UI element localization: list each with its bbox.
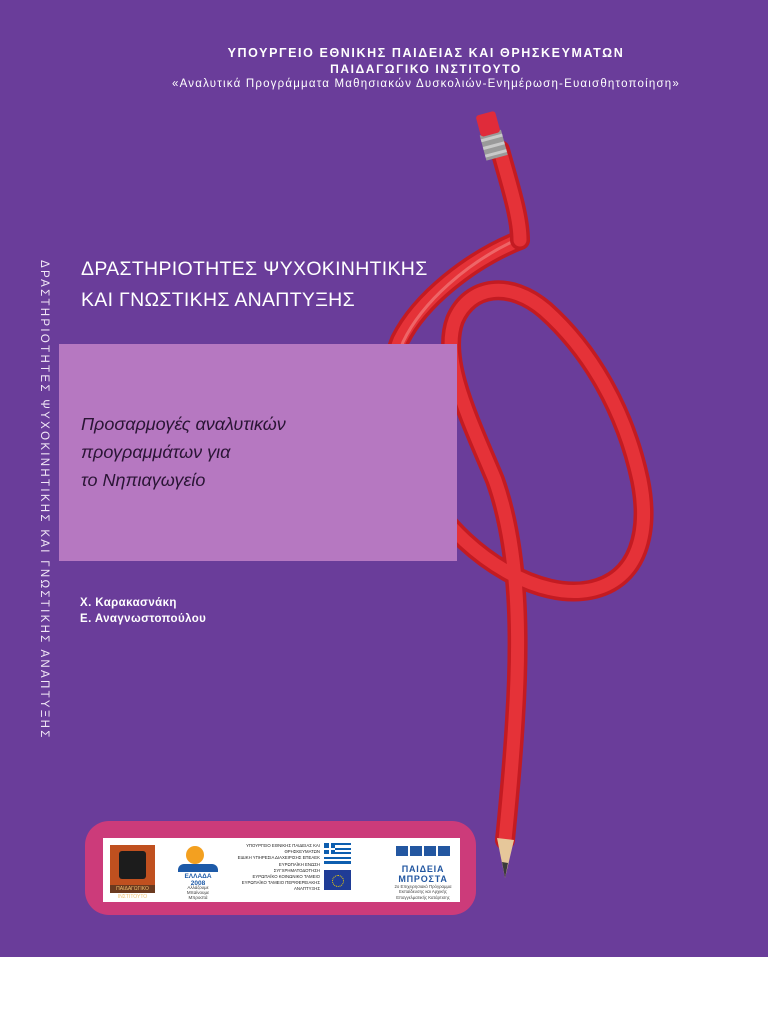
title-line-2: ΚΑΙ ΓΝΩΣΤΙΚΗΣ ΑΝΑΠΤΥΞΗΣ [81,289,355,311]
author-1: Χ. Καρακασνάκη [80,597,177,609]
ellada-text: ΕΛΛΑΔΑ [184,873,212,880]
ellada-year: 2008 [190,880,206,887]
program-name: «Αναλυτικά Προγράμματα Μαθησιακών Δυσκολιών-Ενημέρωση-Ευαισθητοποίηση» [172,78,680,90]
spine-title: ΔΡΑΣΤΗΡΙΟΤΗΤΕΣ ΨΥΧΟΚΙΝΗΤΙΚΗΣ ΚΑΙ ΓΝΩΣΤΙΚΗΣ ΑΝΑΠΤΥΞΗΣ [38,260,50,740]
subtitle-line-1: Προσαρμογές αναλυτικών [81,414,286,434]
institute-emblem-icon [110,845,155,885]
spine-text [36,260,50,740]
paideia-mprosta-logo [390,843,456,900]
funding-line: ΕΥΡΩΠΑΪΚΟ ΚΟΙΝΩΝΙΚΟ ΤΑΜΕΙΟ [252,874,320,880]
paideia-description [390,884,456,900]
paideia-desc-line: Επαγγελματικής Κατάρτισης [396,894,450,900]
subtitle-line-2: προγραμμάτων για [81,442,231,462]
paideia-name: ΠΑΙΔΕΙΑ ΜΠΡΟΣΤΑ [398,864,448,884]
funding-line: ΥΠΟΥΡΓΕΙΟ ΕΘΝΙΚΗΣ ΠΑΙΔΕΙΑΣ ΚΑΙ ΘΡΗΣΚΕΥΜΑΤΩΝ [246,843,320,855]
subtitle-line-3: το Νηπιαγωγείο [81,470,206,490]
authors [80,595,206,627]
pencil-ferrule [475,110,508,160]
institute-logo-text: ΠΑΙΔΑΓΩΓΙΚΟ ΙΝΣΤΙΤΟΥΤΟ [110,885,155,893]
paideia-desc-line: Εκπαίδευσης και Αρχικής [399,889,447,895]
funding-line: ΣΥΓΧΡΗΜΑΤΟΔΟΤΗΣΗ [273,867,320,873]
title-line-1: ΔΡΑΣΤΗΡΙΟΤΗΤΕΣ ΨΥΧΟΚΙΝΗΤΙΚΗΣ [81,258,428,280]
pedagogical-institute-logo [110,845,155,900]
funding-line: ΕΥΡΩΠΑΪΚΟ ΤΑΜΕΙΟ ΠΕΡΙΦΕΡΕΙΑΚΗΣ ΑΝΑΠΤΥΞΗΣ [241,880,320,892]
wave-icon [178,864,218,872]
author-2: Ε. Αναγνωστοπούλου [80,613,207,625]
funding-line: ΕΥΡΩΠΑΪΚΗ ΕΝΩΣΗ [278,861,320,867]
ellada-slogan: Αλλάζουμε Μπαίνουμε Μπροστά [186,885,210,900]
greek-flag-icon [324,843,351,864]
ministry-name: ΥΠΟΥΡΓΕΙΟ ΕΘΝΙΚΗΣ ΠΑΙΔΕΙΑΣ ΚΑΙ ΘΡΗΣΚΕΥΜΑΤΩΝ [227,46,625,60]
book-subtitle [81,410,286,494]
paideia-desc-line: 2ο Επιχειρησιακό Πρόγραμμα [394,884,452,889]
paideia-squares-icon [390,843,456,861]
sun-icon [186,846,204,864]
ellada-2008-logo [178,846,218,900]
funding-line: ΕΙΔΙΚΗ ΥΠΗΡΕΣΙΑ ΔΙΑΧΕΙΡΙΣΗΣ ΕΠΕΑΕΚ [237,855,320,861]
eu-flag-icon [324,870,351,890]
ministry-funding-text [228,843,320,893]
book-title [81,254,428,316]
institute-name: ΠΑΙΔΑΓΩΓΙΚΟ ΙΝΣΤΙΤΟΥΤΟ [330,62,522,76]
